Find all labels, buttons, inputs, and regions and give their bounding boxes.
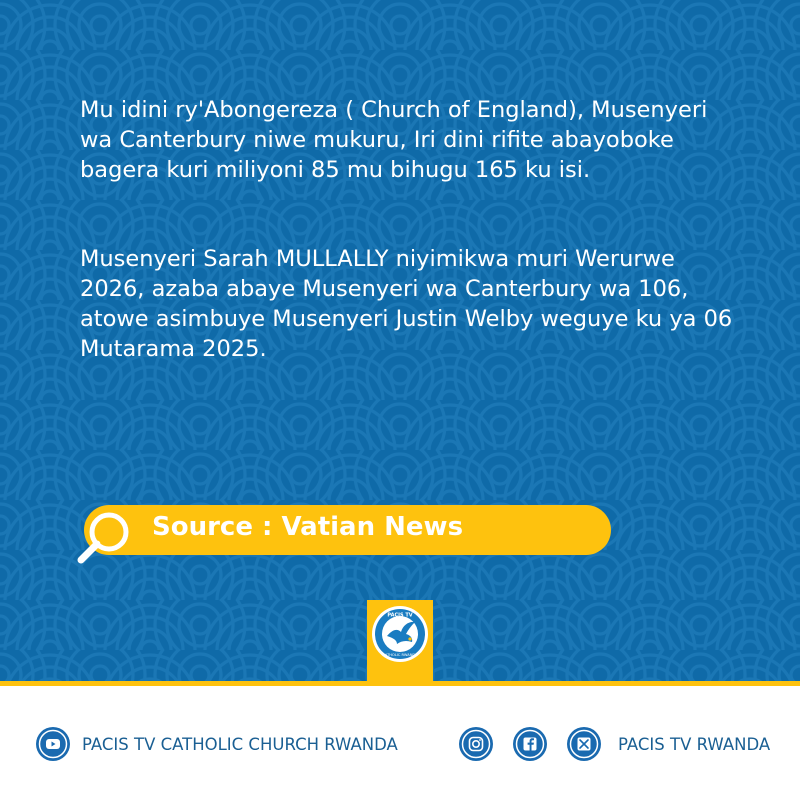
pacis-tv-logo[interactable] bbox=[372, 606, 428, 662]
body-paragraph-2: Musenyeri Sarah MULLALLY niyimikwa muri Werurwe 2026, azaba abaye Musenyeri wa Canterbury wa 106, atowe asimbuye Musenyeri Justin Welby weguye ku ya 06 Mutarama 2025. bbox=[80, 246, 733, 362]
source-label: Source : Vatian News bbox=[152, 512, 464, 542]
body-paragraph-1: Mu idini ry'Abongereza ( Church of England), Musenyeri wa Canterbury niwe mukuru, Iri dini rifite abayoboke bagera kuri miliyoni 85 mu bihugu 165 ku isi. bbox=[80, 97, 708, 183]
logo-text-top: PACIS TV bbox=[387, 612, 413, 619]
magnifier-icon bbox=[75, 508, 137, 570]
x-icon[interactable] bbox=[566, 726, 602, 762]
facebook-icon[interactable] bbox=[512, 726, 548, 762]
footer-left-label: PACIS TV CATHOLIC CHURCH RWANDA bbox=[82, 735, 398, 754]
instagram-icon[interactable] bbox=[458, 726, 494, 762]
logo-svg bbox=[372, 606, 428, 662]
logo-text-bottom: CATHOLIC RWANDA bbox=[382, 653, 418, 657]
footer-right-label: PACIS TV RWANDA bbox=[618, 735, 771, 754]
youtube-icon[interactable] bbox=[35, 726, 71, 762]
